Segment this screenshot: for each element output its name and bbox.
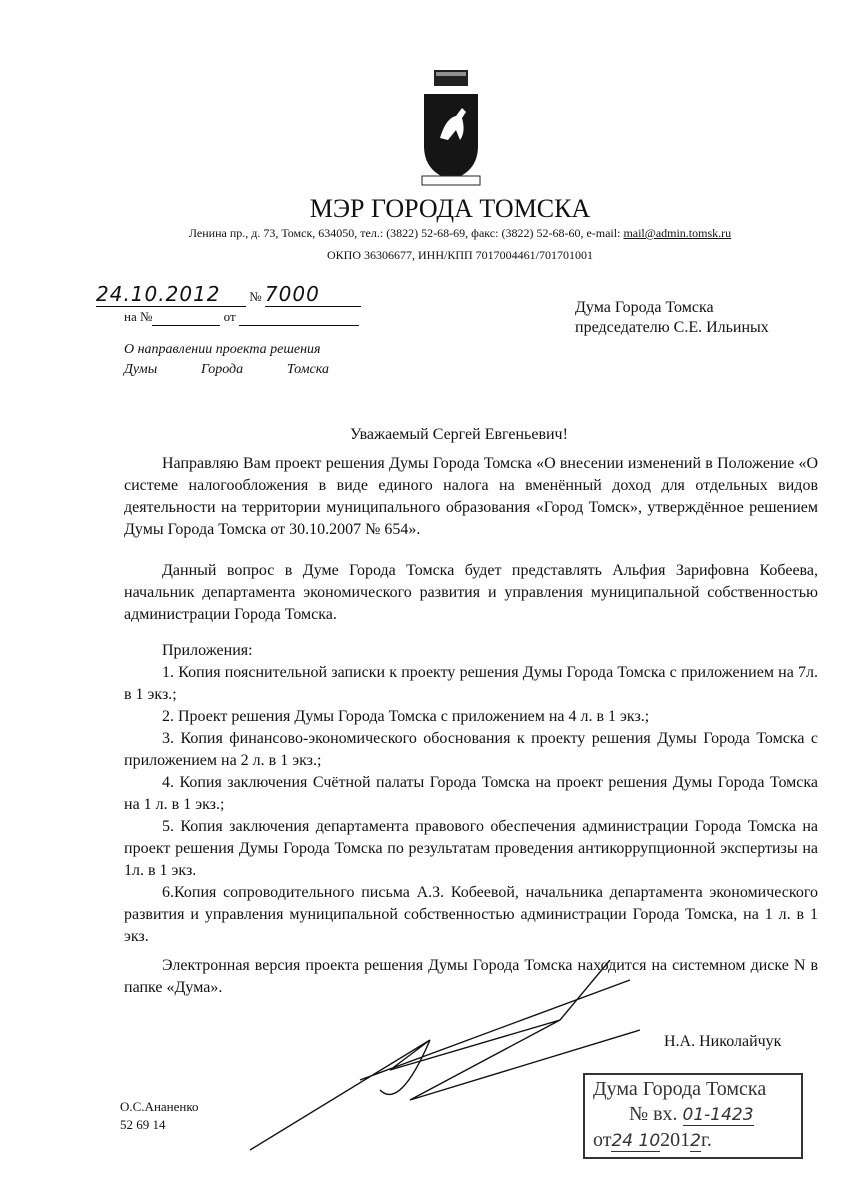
- subject-line: О направлении проекта решения: [124, 342, 321, 357]
- paragraph-text: Электронная версия проекта решения Думы Города Томска находится на системном диске N в папке «Дума».: [124, 957, 818, 996]
- greeting: Уважаемый Сергей Евгеньевич!: [350, 426, 568, 443]
- address-text: Ленина пр., д. 73, Томск, 634050, тел.: (3822) 52-68-69, факс: (3822) 52-68-60, e-mail:: [188, 226, 624, 240]
- outgoing-number: 7000: [265, 282, 361, 307]
- number-label: №: [249, 289, 262, 304]
- attachment-item: 5. Копия заключения департамента правового обеспечения администрации Города Томска на проект решения Думы Города Томска по результатам проведения антикоррупционной экспертизы на 1л. в 1 экз.: [124, 818, 818, 879]
- body-paragraph: [124, 560, 818, 626]
- executor-info: [120, 1098, 199, 1134]
- paragraph-text: Данный вопрос в Думе Города Томска будет представлять Альфия Зарифовна Кобеева, начальник департамента экономического развития и управления муниципальной собственностью администрации Города Томска.: [124, 562, 818, 623]
- attachment-item: 6.Копия сопроводительного письма А.З. Кобеевой, начальника департамента экономического развития и управления муниципальной собственностью администрации Города Томска, на 1 л. в 1 экз.: [124, 884, 818, 945]
- outgoing-date: 24.10.2012: [96, 282, 246, 307]
- stamp-year-suffix: г.: [700, 1129, 712, 1151]
- stamp-in-label: № вх.: [629, 1103, 678, 1125]
- letterhead-address: [0, 226, 852, 241]
- stamp-year-digit: 2: [690, 1131, 701, 1151]
- email-link[interactable]: mail@admin.tomsk.ru: [623, 226, 732, 240]
- tomsk-coat-of-arms-icon: [418, 68, 484, 196]
- stamp-org: Дума Города Томска: [593, 1078, 767, 1100]
- reference-line: [124, 309, 359, 326]
- outgoing-date-number: [96, 282, 371, 307]
- incoming-registration-stamp: [583, 1073, 803, 1159]
- attachments-title: Приложения:: [162, 642, 253, 659]
- stamp-in-number: 01-1423: [682, 1105, 754, 1125]
- stamp-year: 201: [660, 1129, 691, 1151]
- subject-word: Думы: [124, 362, 158, 377]
- attachment-item: 3. Копия финансово-экономического обоснования к проекту решения Думы Города Томска с приложением на 2 л. в 1 экз.;: [124, 730, 818, 769]
- subject-word: Томска: [286, 362, 329, 377]
- letterhead-codes: ОКПО 36306677, ИНН/КПП 7017004461/701701001: [326, 248, 593, 262]
- ref-label: на №: [124, 309, 153, 324]
- attachment-item: 4. Копия заключения Счётной палаты Города Томска на проект решения Думы Города Томска на 1 л. в 1 экз.;: [124, 774, 818, 813]
- stamp-day-month: 24 10: [611, 1131, 661, 1151]
- subject-word: Города: [200, 362, 244, 377]
- attachment-item: 2. Проект решения Думы Города Томска с приложением на 4 л. в 1 экз.;: [162, 708, 650, 725]
- letterhead-title: МЭР ГОРОДА ТОМСКА: [309, 194, 591, 223]
- paragraph-text: Направляю Вам проект решения Думы Города Томска «О внесении изменений в Положение «О системе налогообложения в виде единого налога на вменённый доход для отдельных видов деятельности на территории муниципального образования «Город Томск», утверждённое решением Думы Города Томска от 30.10.2007 № 654».: [124, 455, 818, 538]
- executor-phone: 52 69 14: [120, 1117, 166, 1132]
- attachments-list: [124, 640, 818, 948]
- addressee-org: Дума Города Томска: [575, 299, 714, 316]
- attachment-item: 1. Копия пояснительной записки к проекту решения Думы Города Томска с приложением на 7л. в 1 экз.;: [124, 664, 818, 703]
- executor-name: О.С.Ананенко: [120, 1099, 199, 1114]
- addressee-person: председателю С.Е. Ильиных: [575, 319, 769, 336]
- body-paragraph: [124, 453, 818, 541]
- stamp-date-label: от: [593, 1129, 612, 1151]
- signer-name: Н.А. Николайчук: [664, 1033, 782, 1050]
- letter-subject: [124, 340, 329, 380]
- from-label: от: [223, 309, 236, 324]
- addressee: [575, 298, 769, 338]
